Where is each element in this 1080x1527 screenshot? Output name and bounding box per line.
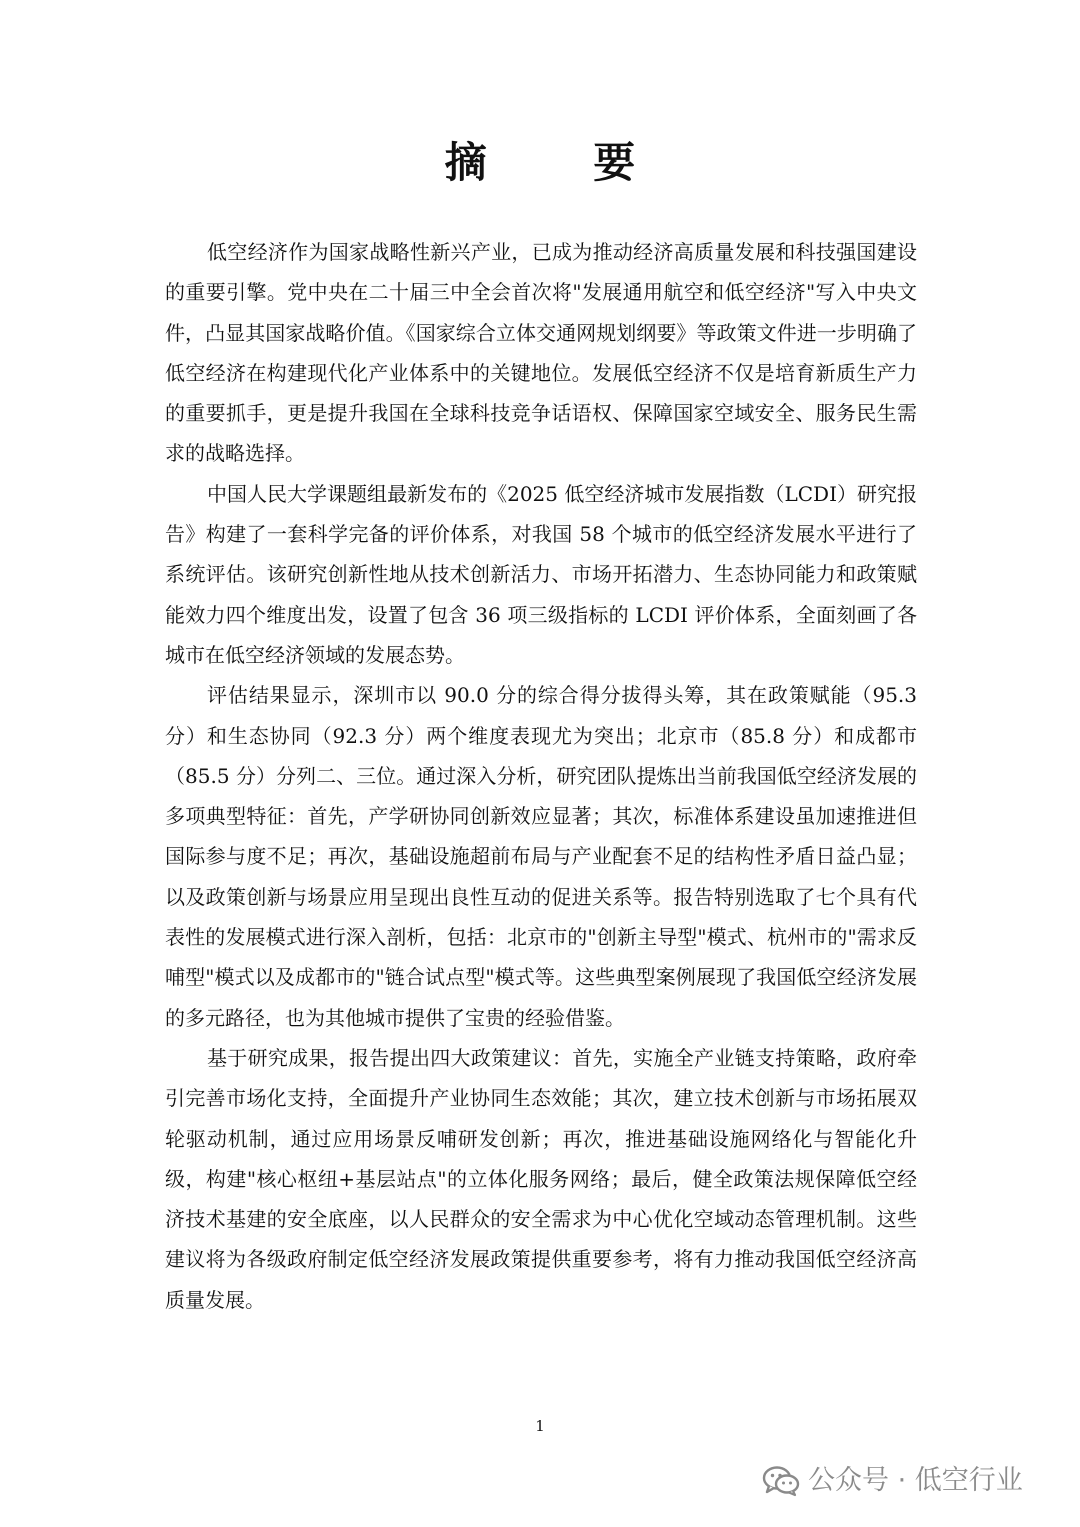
wechat-icon [762,1465,800,1497]
watermark-text: 公众号 · 低空行业 [808,1465,1023,1496]
paragraph-2: 中国人民大学课题组最新发布的《2025 低空经济城市发展指数（LCDI）研究报告》构建了一套科学完备的评价体系，对我国 58 个城市的低空经济发展水平进行了系统评估。该研究创新性地从技术创新活力、市场开拓潜力、生态协同能力和政策赋能效力四个维度出发，设置了包含 36 项三级指标的 LCDI 评价体系，全面刻画了各城市在低空经济领域的发展态势。 [165,481,917,667]
page-title: 摘 要 [444,138,682,187]
paragraph-4: 基于研究成果，报告提出四大政策建议：首先，实施全产业链支持策略，政府牵引完善市场化支持，全面提升产业协同生态效能；其次，建立技术创新与市场拓展双轮驱动机制，通过应用场景反哺研发创新；再次，推进基础设施网络化与智能化升级，构建"核心枢纽+基层站点"的立体化服务网络；最后，健全政策法规保障低空经济技术基建的安全底座，以人民群众的安全需求为中心优化空域动态管理机制。这些建议将为各级政府制定低空经济发展政策提供重要参考，将有力推动我国低空经济高质量发展。 [165,1045,917,1312]
abstract-body [165,232,917,1320]
paragraph-3: 评估结果显示，深圳市以 90.0 分的综合得分拔得头筹，其在政策赋能（95.3 分）和生态协同（92.3 分）两个维度表现尤为突出；北京市（85.8 分）和成都市（85.5 分）分列二、三位。通过深入分析，研究团队提炼出当前我国低空经济发展的多项典型特征：首先，产学研协同创新效应显著；其次，标准体系建设虽加速推进但国际参与度不足；再次，基础设施超前布局与产业配套不足的结构性矛盾日益凸显；以及政策创新与场景应用呈现出良性互动的促进关系等。报告特别选取了七个具有代表性的发展模式进行深入剖析，包括：北京市的"创新主导型"模式、杭州市的"需求反哺型"模式以及成都市的"链合试点型"模式等。这些典型案例展现了我国低空经济发展的多元路径，也为其他城市提供了宝贵的经验借鉴。 [165,683,917,1030]
paragraph-1: 低空经济作为国家战略性新兴产业，已成为推动经济高质量发展和科技强国建设的重要引擎。党中央在二十届三中全会首次将"发展通用航空和低空经济"写入中央文件，凸显其国家战略价值。《国家综合立体交通网规划纲要》等政策文件进一步明确了低空经济在构建现代化产业体系中的关键地位。发展低空经济不仅是培育新质生产力的重要抓手，更是提升我国在全球科技竞争话语权、保障国家空域安全、服务民生需求的战略选择。 [165,240,917,466]
watermark [762,1461,1023,1501]
page-number: 1 [535,1417,545,1435]
